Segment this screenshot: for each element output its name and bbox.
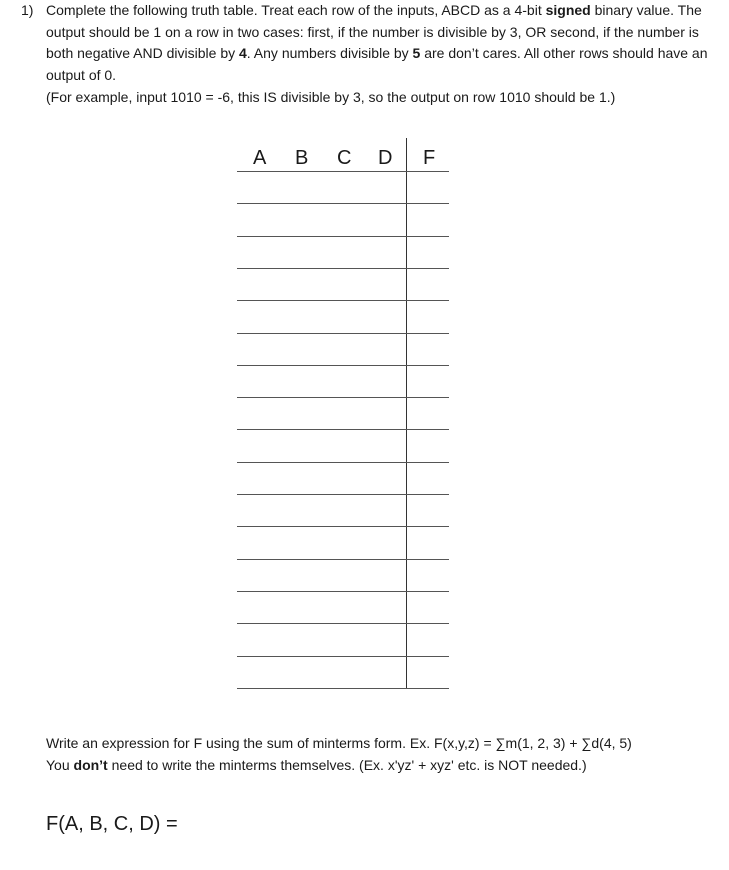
- question-text-part-1: Complete the following truth table. Treat each row of the inputs, ABCD as a 4-bit: [46, 2, 546, 18]
- table-row: [237, 300, 449, 301]
- table-row: [237, 429, 449, 430]
- four-emphasis: 4: [239, 45, 247, 62]
- header-b: B: [295, 147, 309, 169]
- table-row: [237, 656, 449, 657]
- table-row: [237, 623, 449, 624]
- dont-emphasis: don’t: [73, 756, 108, 773]
- instructions-line-1: Write an expression for F using the sum of minterms form. Ex. F(x,y,z) = ∑m(1, 2, 3) + ∑d(4, 5): [46, 735, 632, 751]
- table-row: [237, 462, 449, 463]
- header-rule: [237, 171, 449, 172]
- table-row: [237, 397, 449, 398]
- minterm-instructions: [46, 733, 706, 776]
- truth-table: [237, 138, 449, 688]
- header-f: F: [423, 147, 436, 169]
- table-row: [237, 526, 449, 527]
- answer-label: F(A, B, C, D) =: [46, 813, 178, 835]
- table-row: [237, 203, 449, 204]
- table-row: [237, 494, 449, 495]
- signed-emphasis: signed: [545, 2, 591, 18]
- table-row: [237, 365, 449, 366]
- question-text-part-3: . Any numbers divisible by: [246, 45, 413, 62]
- question-number: 1): [21, 2, 34, 18]
- instructions-line-2: [46, 755, 706, 777]
- table-row: [237, 236, 449, 237]
- table-row: [237, 591, 449, 592]
- table-row: [237, 559, 449, 560]
- instructions-line-2-pre: You: [46, 756, 74, 773]
- question-example: (For example, input 1010 = -6, this IS divisible by 3, so the output on row 1010 should be 1.): [46, 88, 616, 105]
- instructions-line-2-post: need to write the minterms themselves. (Ex. x'yz' + xyz' etc. is NOT needed.): [107, 756, 587, 773]
- column-divider: [406, 138, 407, 688]
- header-a: A: [253, 147, 267, 169]
- table-row: [237, 333, 449, 334]
- header-d: D: [378, 147, 393, 169]
- header-c: C: [337, 147, 352, 169]
- table-row: [237, 688, 449, 689]
- question-text-part-4: are don’t cares. All other rows should have an output of 0.: [46, 45, 708, 84]
- table-row: [237, 268, 449, 269]
- five-emphasis: 5: [412, 45, 421, 62]
- question-text-part-2: binary value. The output should be 1 on a row in two cases: first, if the number is divisible by 3, OR second, if the number is both negative AND divisible by: [46, 2, 702, 62]
- question-text: [46, 0, 711, 109]
